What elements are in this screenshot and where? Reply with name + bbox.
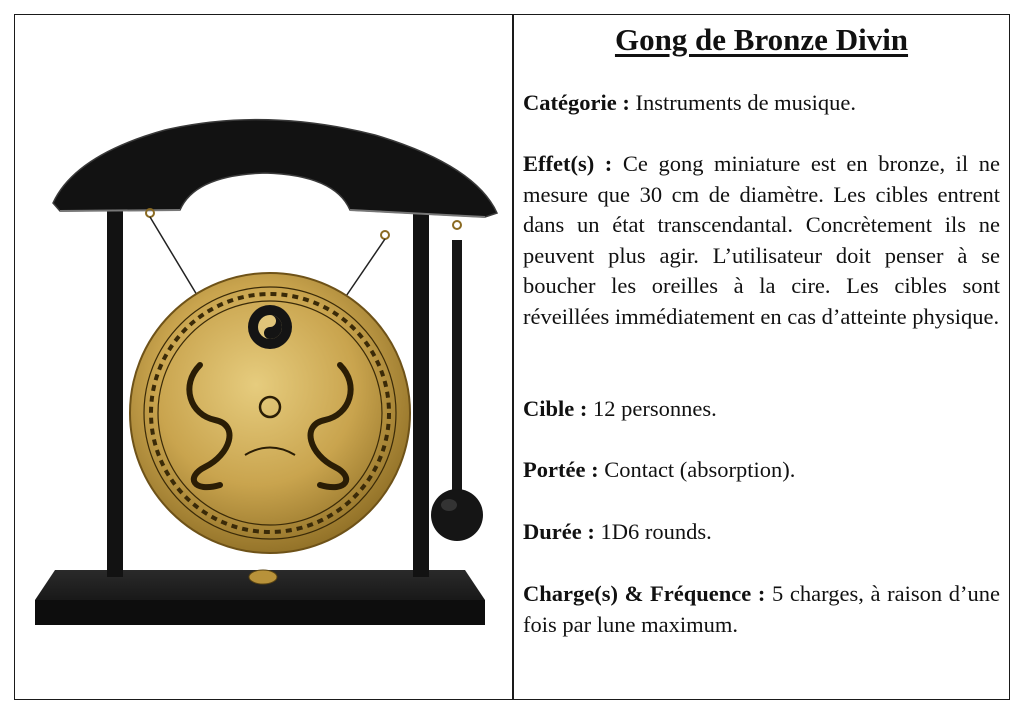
field-categorie xyxy=(523,88,1000,119)
field-label: Effet(s) : xyxy=(523,151,613,176)
field-value: Ce gong miniature est en bronze, il ne mesure que 30 cm de diamètre. Les cibles entrent dans un état transcendantal. Concrètement ils ne peuvent plus agir. L’utilisateur doit penser à se boucher les oreilles à la cire. Les cibles sont réveillées immédiatement en cas d’atteinte physique. xyxy=(523,151,1000,329)
field-charges xyxy=(523,579,1000,640)
field-value: 1D6 rounds. xyxy=(600,519,712,544)
item-image xyxy=(15,15,511,699)
field-duree xyxy=(523,517,1000,548)
field-label: Catégorie : xyxy=(523,90,630,115)
field-label: Durée : xyxy=(523,519,595,544)
field-cible xyxy=(523,394,1000,425)
field-effets xyxy=(523,149,1000,332)
field-label: Portée : xyxy=(523,457,599,482)
field-value: Instruments de musique. xyxy=(635,90,857,115)
gong-illustration xyxy=(15,15,511,699)
field-portee xyxy=(523,455,1000,486)
item-title: Gong de Bronze Divin xyxy=(614,22,909,57)
field-value: Contact (absorption). xyxy=(604,457,796,482)
field-label: Charge(s) & Fréquence : xyxy=(523,581,766,606)
card-divider xyxy=(512,14,514,700)
field-label: Cible : xyxy=(523,396,588,421)
field-value: 5 charges, à raison d’une fois par lune maximum. xyxy=(523,581,1000,637)
item-description xyxy=(523,18,1000,694)
field-value: 12 personnes. xyxy=(593,396,717,421)
